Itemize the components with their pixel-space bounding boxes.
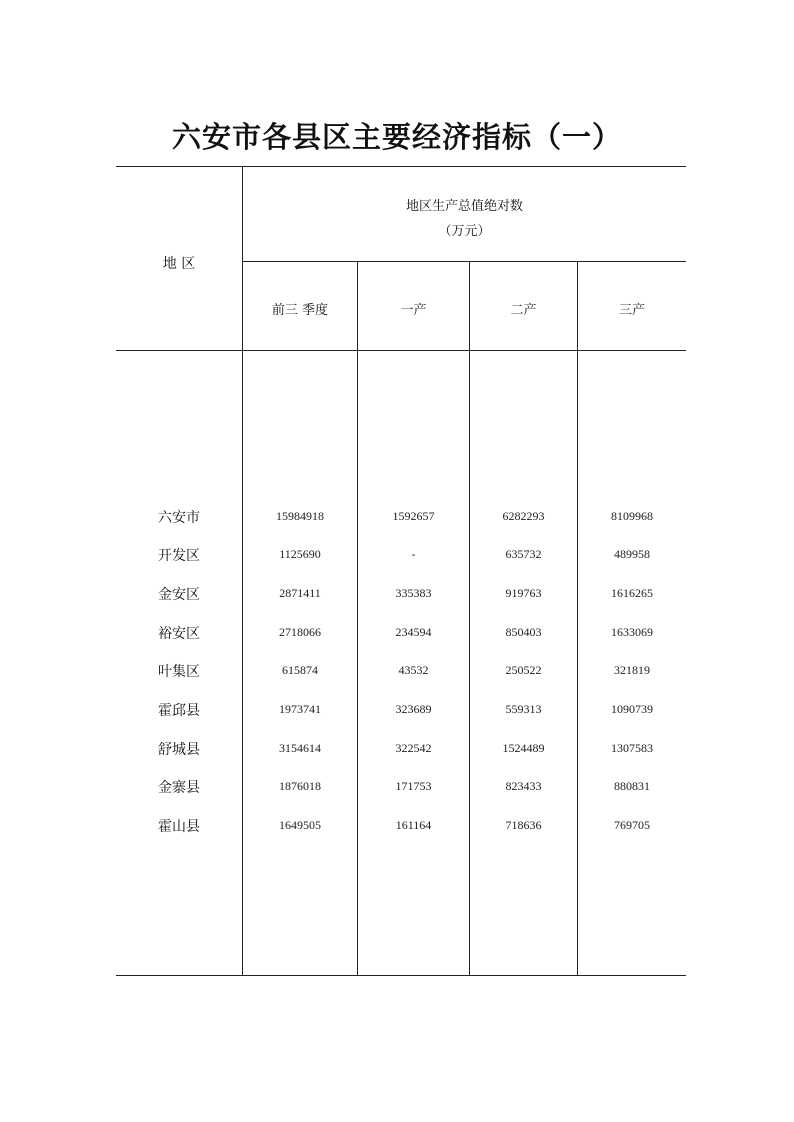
row-value-secondary: 919763 — [505, 586, 542, 600]
row-value-primary: 43532 — [398, 663, 429, 677]
row-value-secondary: 850403 — [505, 625, 542, 639]
row-value-primary: 323689 — [395, 702, 432, 716]
row-value-primary: 1592657 — [392, 509, 435, 523]
column-header-secondary: 二产 — [510, 303, 537, 318]
row-value-secondary: 635732 — [505, 547, 542, 561]
row-value-tertiary: 1090739 — [611, 702, 653, 716]
row-value-secondary: 250522 — [505, 663, 542, 677]
row-value-tertiary: 489958 — [614, 547, 650, 561]
region-header: 地 区 — [162, 256, 196, 272]
column-divider-2 — [469, 261, 470, 976]
row-value-tertiary: 321819 — [614, 663, 650, 677]
group-header: 地区生产总值绝对数 — [405, 199, 523, 214]
row-value-q1-q3: 615874 — [282, 663, 318, 677]
region-column-divider — [242, 166, 243, 976]
row-value-primary: 161164 — [395, 818, 432, 832]
row-region: 开发区 — [158, 548, 200, 564]
row-value-q1-q3: 1125690 — [279, 547, 321, 561]
header-bottom-rule — [116, 350, 686, 351]
table-bottom-rule — [116, 975, 686, 976]
row-value-q1-q3: 1973741 — [279, 702, 321, 716]
unit-label: （万元） — [438, 224, 491, 239]
row-value-tertiary: 1616265 — [611, 586, 653, 600]
row-value-q1-q3: 3154614 — [279, 741, 321, 755]
row-region: 霍山县 — [158, 819, 200, 835]
row-region: 叶集区 — [158, 664, 200, 680]
column-header-primary: 一产 — [400, 303, 427, 318]
row-region: 霍邱县 — [158, 703, 200, 719]
row-value-q1-q3: 1876018 — [279, 779, 321, 793]
column-divider-1 — [357, 261, 358, 976]
row-value-secondary: 6282293 — [502, 509, 545, 523]
column-header-tertiary: 三产 — [618, 303, 645, 318]
column-divider-3 — [577, 261, 578, 976]
row-region: 金寨县 — [158, 780, 200, 796]
row-value-primary: 234594 — [395, 625, 432, 639]
row-value-q1-q3: 2871411 — [279, 586, 321, 600]
row-value-primary: - — [411, 547, 416, 561]
column-header-q1-q3: 前三 季度 — [271, 303, 329, 318]
header-mid-rule — [243, 261, 686, 262]
row-value-primary: 322542 — [395, 741, 432, 755]
row-value-tertiary: 1307583 — [611, 741, 653, 755]
row-region: 舒城县 — [158, 742, 200, 758]
page-title: 六安市各县区主要经济指标（一） — [171, 120, 622, 154]
row-value-tertiary: 880831 — [614, 779, 650, 793]
row-value-secondary: 559313 — [505, 702, 542, 716]
row-value-q1-q3: 15984918 — [276, 509, 324, 523]
row-value-secondary: 718636 — [505, 818, 542, 832]
row-value-tertiary: 8109968 — [611, 509, 653, 523]
row-region: 六安市 — [158, 510, 200, 526]
row-value-q1-q3: 2718066 — [279, 625, 321, 639]
row-value-tertiary: 1633069 — [611, 625, 653, 639]
row-value-q1-q3: 1649505 — [279, 818, 321, 832]
row-value-primary: 335383 — [395, 586, 432, 600]
row-value-tertiary: 769705 — [614, 818, 650, 832]
row-region: 金安区 — [158, 587, 200, 603]
row-region: 裕安区 — [158, 626, 200, 642]
row-value-secondary: 823433 — [505, 779, 542, 793]
table-top-rule — [116, 166, 686, 167]
row-value-secondary: 1524489 — [502, 741, 545, 755]
row-value-primary: 171753 — [395, 779, 432, 793]
